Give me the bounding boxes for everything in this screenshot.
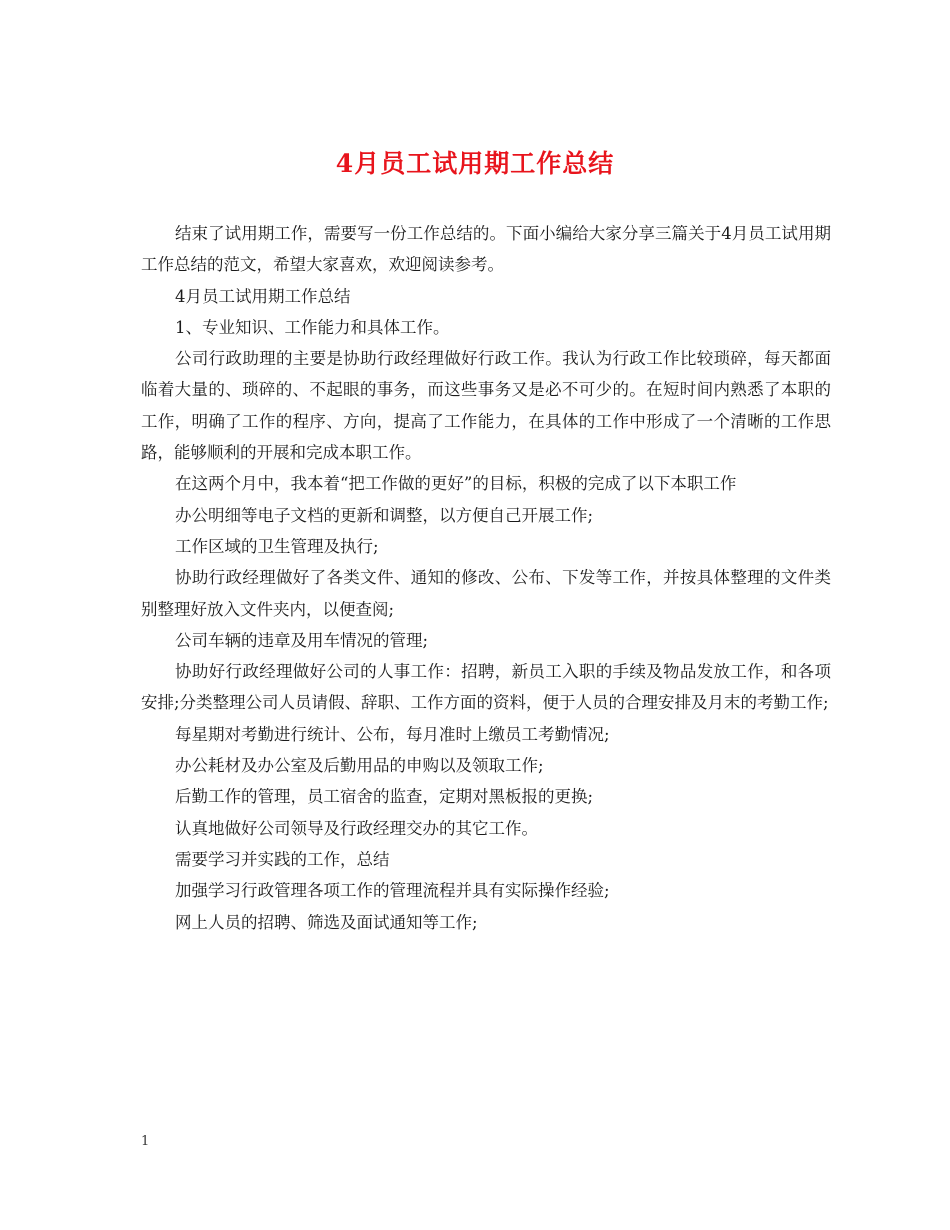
paragraph: 网上人员的招聘、筛选及面试通知等工作; [175,912,478,932]
paragraph: 认真地做好公司领导及行政经理交办的其它工作。 [175,818,538,838]
document-body [141,218,831,938]
paragraph: 办公明细等电子文档的更新和调整，以方便自己开展工作; [175,505,594,525]
paragraph: 协助行政经理做好了各类文件、通知的修改、公布、下发等工作，并按具体整理的文件类别整理好放入文件夹内，以便查阅; [141,568,831,619]
paragraph: 需要学习并实践的工作，总结 [175,849,390,869]
paragraph: 4月员工试用期工作总结 [175,286,351,306]
paragraph: 公司行政助理的主要是协助行政经理做好行政工作。我认为行政工作比较琐碎，每天都面临着大量的、琐碎的、不起眼的事务，而这些事务又是必不可少的。在短时间内熟悉了本职的工作，明确了工作的程序、方向，提高了工作能力，在具体的工作中形成了一个清晰的工作思路，能够顺利的开展和完成本职工作。 [141,349,831,463]
paragraph: 结束了试用期工作，需要写一份工作总结的。下面小编给大家分享三篇关于4月员工试用期工作总结的范文，希望大家喜欢，欢迎阅读参考。 [141,224,831,275]
paragraph: 公司车辆的违章及用车情况的管理; [175,630,429,650]
paragraph: 协助好行政经理做好公司的人事工作：招聘，新员工入职的手续及物品发放工作，和各项安排;分类整理公司人员请假、辞职、工作方面的资料，便于人员的合理安排及月末的考勤工作; [141,662,831,713]
document-title: 4月员工试用期工作总结 [335,149,615,178]
paragraph: 每星期对考勤进行统计、公布，每月准时上缴员工考勤情况; [175,724,610,744]
page-number: 1 [141,1134,150,1149]
paragraph: 1、专业知识、工作能力和具体工作。 [175,317,450,337]
paragraph: 工作区域的卫生管理及执行; [175,536,379,556]
paragraph: 在这两个月中，我本着“把工作做的更好”的目标，积极的完成了以下本职工作 [175,474,737,494]
paragraph: 加强学习行政管理各项工作的管理流程并具有实际操作经验; [175,881,610,901]
paragraph: 后勤工作的管理，员工宿舍的监查，定期对黑板报的更换; [175,787,594,807]
paragraph: 办公耗材及办公室及后勤用品的申购以及领取工作; [175,756,544,776]
